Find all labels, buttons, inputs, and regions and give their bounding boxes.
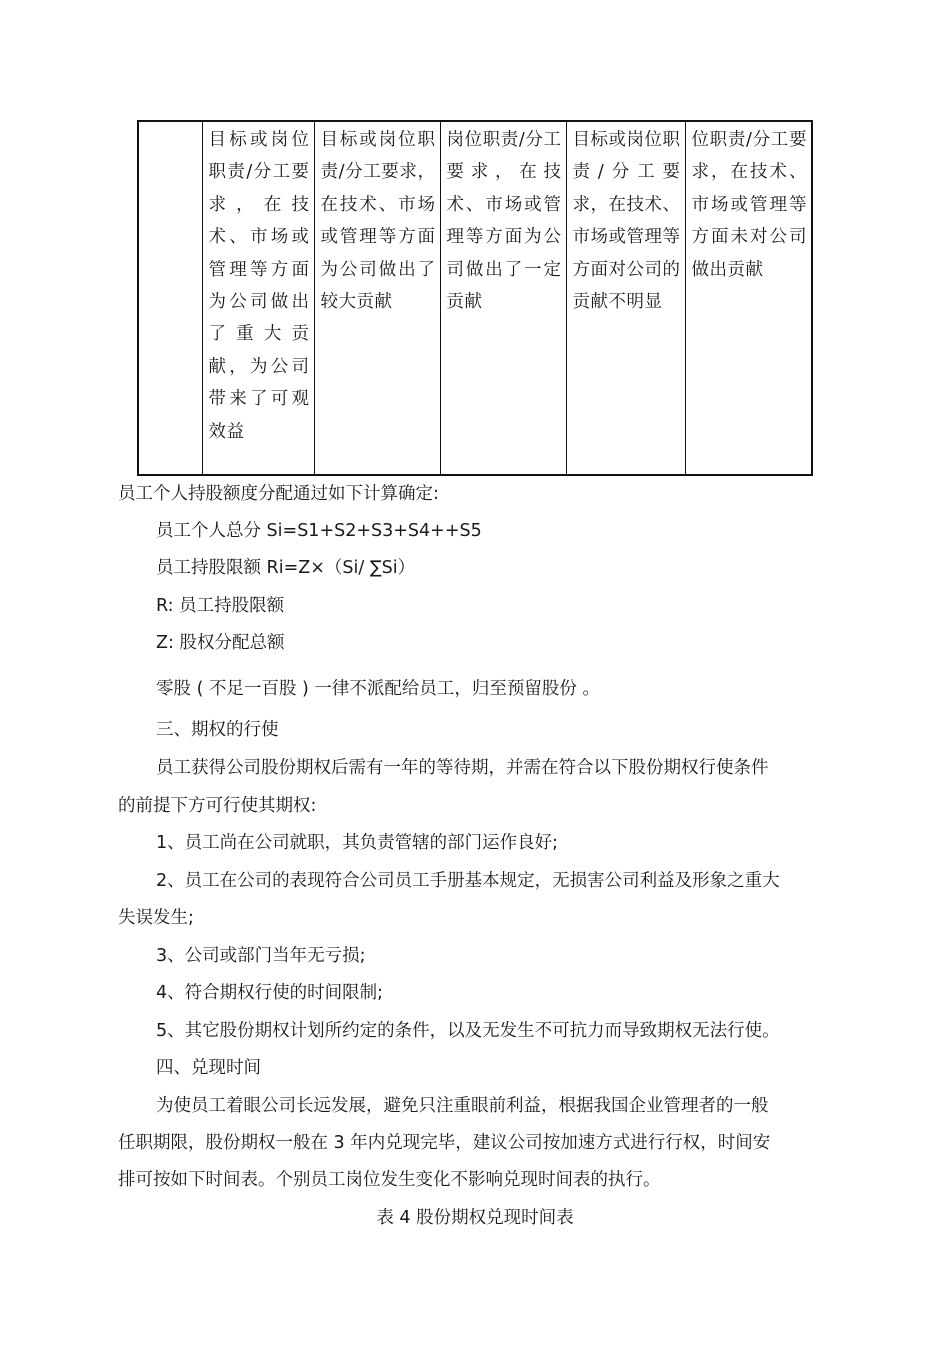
paragraph-line: 员工获得公司股份期权后需有一年的等待期，并需在符合以下股份期权行使条件 [156, 758, 769, 778]
table-cell-weak: 目标或岗位职责/分工要求，在技术、市场或管理等方面对公司的贡献不明显 [566, 121, 685, 475]
definition-r: R: 员工持股限额 [156, 596, 285, 616]
condition-3: 3、公司或部门当年无亏损; [156, 946, 366, 966]
paragraph-line: 为使员工着眼公司长远发展，避免只注重眼前利益，根据我国企业管理者的一般 [156, 1096, 769, 1116]
criteria-table [137, 120, 813, 476]
table-cell-fair: 岗位职责/分工要求，在技术、市场或管理等方面为公司做出了一定贡献 [440, 121, 566, 475]
table-cell-empty [138, 121, 202, 475]
formula-total-score: 员工个人总分 Si=S1+S2+S3+S4++S5 [156, 521, 482, 541]
condition-2: 2、员工在公司的表现符合公司员工手册基本规定，无损害公司利益及形象之重大 [156, 871, 780, 891]
allocation-intro: 员工个人持股额度分配通过如下计算确定: [118, 484, 439, 504]
condition-4: 4、符合期权行使的时间限制; [156, 983, 384, 1003]
section-heading-redemption: 四、兑现时间 [156, 1058, 261, 1078]
table-cell-excellent: 目标或岗位职责/分工要求，在技术、市场或管理等方面为公司做出了重大贡献，为公司带来了可观效益 [202, 121, 314, 475]
condition-1: 1、员工尚在公司就职，其负责管辖的部门运作良好; [156, 833, 559, 853]
table-caption: 表 4 股份期权兑现时间表 [376, 1208, 574, 1228]
paragraph-line: 的前提下方可行使其期权: [118, 796, 317, 816]
condition-2-cont: 失误发生; [118, 908, 194, 928]
odd-shares-rule: 零股 ( 不足一百股 ) 一律不派配给员工，归至预留股份 。 [156, 679, 600, 699]
condition-5: 5、其它股份期权计划所约定的条件，以及无发生不可抗力而导致期权无法行使。 [156, 1021, 780, 1041]
paragraph-line: 任职期限，股份期权一般在 3 年内兑现完毕，建议公司按加速方式进行行权，时间安 [118, 1133, 771, 1153]
definition-z: Z: 股权分配总额 [156, 633, 285, 653]
table-cell-good: 目标或岗位职责/分工要求，在技术、市场或管理等方面为公司做出了较大贡献 [314, 121, 440, 475]
table-row [138, 121, 812, 475]
formula-holding-limit: 员工持股限额 Ri=Z×（Si/ ∑Si） [156, 558, 416, 578]
paragraph-line: 排可按如下时间表。个别员工岗位发生变化不影响兑现时间表的执行。 [118, 1170, 661, 1190]
section-heading-exercise: 三、期权的行使 [156, 720, 279, 740]
table-cell-none: 位职责/分工要求，在技术、市场或管理等方面未对公司做出贡献 [685, 121, 812, 475]
